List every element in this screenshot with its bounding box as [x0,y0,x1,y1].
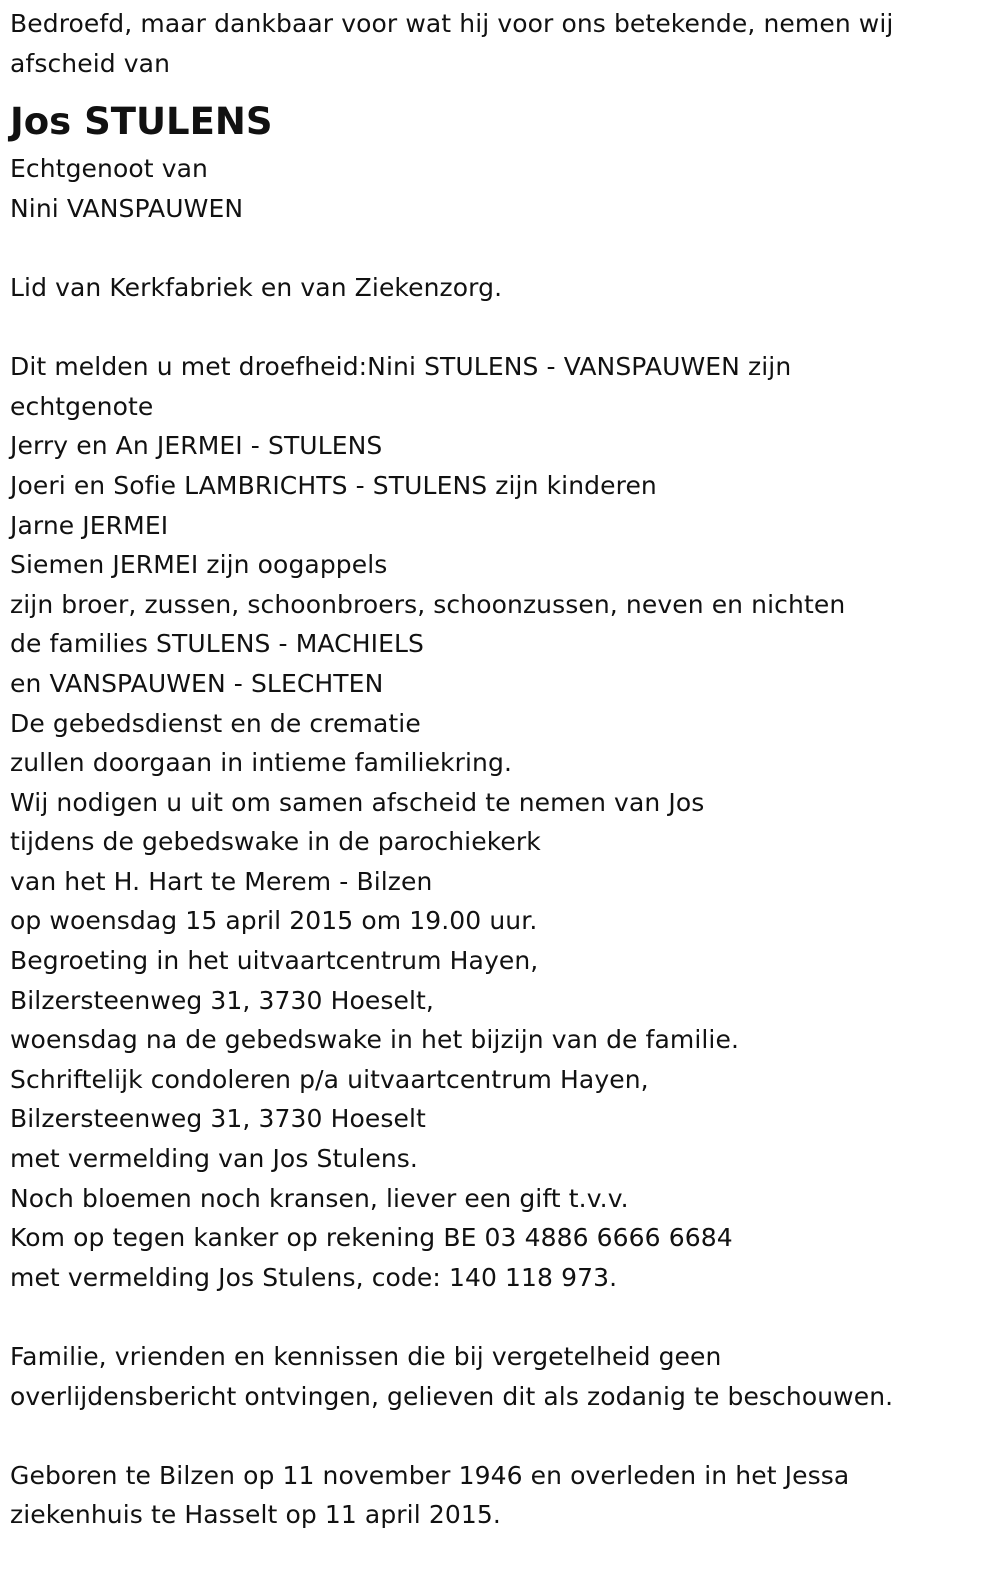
deceased-name: Jos STULENS [10,100,273,144]
announcement-line: Jerry en An JERMEI - STULENS [10,431,383,461]
announcement-line: met vermelding Jos Stulens, code: 140 118 973. [10,1262,618,1292]
announcement-line: Bilzersteenweg 31, 3730 Hoeselt, [10,985,434,1015]
announcement-line: woensdag na de gebedswake in het bijzijn van de familie. [10,1025,740,1055]
membership-line: Lid van Kerkfabriek en van Ziekenzorg. [10,272,503,302]
announcement-line: Jarne JERMEI [10,510,169,540]
announcement-line: Bilzersteenweg 31, 3730 Hoeselt [10,1104,426,1134]
birth-death-line: Geboren te Bilzen op 11 november 1946 en overleden in het Jessa [10,1460,850,1490]
announcement-line: Siemen JERMEI zijn oogappels [10,550,388,580]
announcement-line: Schriftelijk condoleren p/a uitvaartcentrum Hayen, [10,1064,649,1094]
intro-line: afscheid van [10,48,171,78]
announcement-line: De gebedsdienst en de crematie [10,708,421,738]
announcement-line: en VANSPAUWEN - SLECHTEN [10,668,384,698]
birth-death-line: ziekenhuis te Hasselt op 11 april 2015. [10,1500,501,1530]
announcement-line: echtgenote [10,391,154,421]
spouse-line: Nini VANSPAUWEN [10,193,244,223]
announcement-line: op woensdag 15 april 2015 om 19.00 uur. [10,906,538,936]
notice-to-others-line: Familie, vrienden en kennissen die bij vergetelheid geen [10,1342,722,1371]
announcement-line: van het H. Hart te Merem - Bilzen [10,866,433,896]
notice-to-others-line: overlijdensbericht ontvingen, gelieven dit als zodanig te beschouwen. [10,1381,894,1411]
announcement-line: tijdens de gebedswake in de parochiekerk [10,827,541,857]
spacer [10,1416,970,1456]
intro-line: Bedroefd, maar dankbaar voor wat hij voor ons betekende, nemen wij [10,9,894,38]
announcement-line: zijn broer, zussen, schoonbroers, schoonzussen, neven en nichten [10,589,846,619]
spacer [10,308,970,348]
spacer [10,1297,970,1337]
announcement-line: Joeri en Sofie LAMBRICHTS - STULENS zijn kinderen [10,470,657,500]
announcement-line: met vermelding van Jos Stulens. [10,1144,418,1174]
announcement-line: de families STULENS - MACHIELS [10,629,424,659]
announcement-line: Noch bloemen noch kransen, liever een gift t.v.v. [10,1183,629,1213]
announcement-line: zullen doorgaan in intieme familiekring. [10,748,513,778]
spouse-line: Echtgenoot van [10,154,208,184]
announcement-line: Dit melden u met droefheid:Nini STULENS - VANSPAUWEN zijn [10,352,792,382]
announcement-line: Begroeting in het uitvaartcentrum Hayen, [10,946,539,976]
spacer [10,228,970,268]
announcement-line: Wij nodigen u uit om samen afscheid te nemen van Jos [10,787,705,817]
announcement-line: Kom op tegen kanker op rekening BE 03 4886 6666 6684 [10,1223,733,1253]
